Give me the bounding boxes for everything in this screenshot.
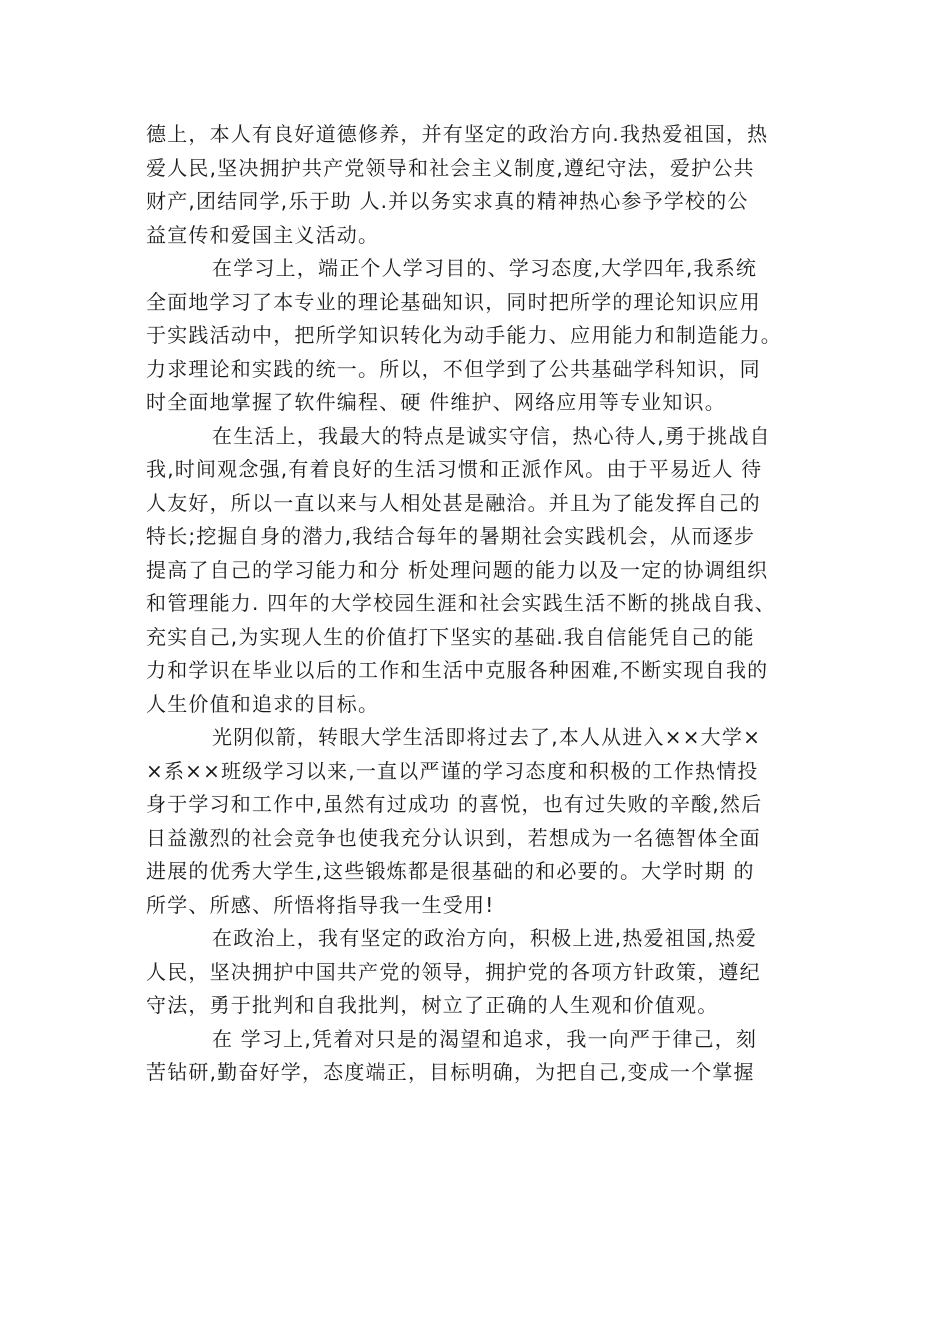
text-line: 进展的优秀大学生,这些锻炼都是很基础的和必要的。大学时期 的 — [146, 859, 755, 883]
text-line: 身于学习和工作中,虽然有过成功 的喜悦，也有过失败的辛酸,然后 — [146, 792, 763, 816]
text-line: 人生价值和追求的目标。 — [146, 691, 380, 716]
text-line: 我,时间观念强,有着良好的生活习惯和正派作风。由于平易近人 待 — [146, 457, 763, 481]
paragraph-first-line: 光阴似箭，转眼大学生活即将过去了,本人从进入××大学× — [212, 725, 762, 749]
text-line: 苦钻研,勤奋好学，态度端正，目标明确，为把自己,变成一个掌握 — [146, 1060, 755, 1084]
text-line: 充实自己,为实现人生的价值打下坚实的基础.我自信能凭自己的能 — [146, 624, 755, 649]
text-line: ×系××班级学习以来,一直以严谨的学习态度和积极的工作热情投 — [146, 758, 759, 783]
document-body-text — [146, 118, 806, 1090]
text-line: 人友好，所以一直以来与人相处甚是融洽。并且为了能发挥自己的 — [146, 490, 761, 515]
text-line: 财产,团结同学,乐于助 人.并以务实求真的精神热心参予学校的公 — [146, 189, 749, 213]
text-line: 力求理论和实践的统一。所以，不但学到了公共基础学科知识，同 — [146, 356, 761, 381]
text-line: 特长;挖掘自身的潜力,我结合每年的暑期社会实践机会，从而逐步 — [146, 524, 756, 548]
text-line: 提高了自己的学习能力和分 析处理问题的能力以及一定的协调组织 — [146, 557, 769, 582]
text-line: 于实践活动中，把所学知识转化为动手能力、应用能力和制造能力。 — [146, 323, 782, 347]
paragraph-first-line: 在生活上，我最大的特点是诚实守信，热心待人,勇于挑战自 — [212, 423, 771, 448]
text-line: 爱人民,坚决拥护共产党领导和社会主义制度,遵纪守法，爱护公共 — [146, 155, 755, 180]
text-line: 所学、所感、所悟将指导我一生受用! — [146, 892, 495, 917]
text-line: 和管理能力. 四年的大学校园生涯和社会实践生活不断的挑战自我、 — [146, 591, 776, 615]
paragraph-first-line: 在 学习上,凭着对只是的渴望和追求，我一向严于律己，刻 — [212, 1026, 758, 1051]
text-line: 德上，本人有良好道德修养，并有坚定的政治方向.我热爱祖国，热 — [146, 122, 769, 146]
text-line: 力和学识在毕业以后的工作和生活中克服各种困难,不断实现自我的 — [146, 658, 769, 682]
text-line: 人民，坚决拥护中国共产党的领导，拥护党的各项方针政策，遵纪 — [146, 959, 761, 984]
text-line: 时全面地掌握了软件编程、硬 件维护、网络应用等专业知识。 — [146, 390, 726, 414]
text-line: 全面地学习了本专业的理论基础知识，同时把所学的理论知识应用 — [146, 289, 761, 314]
paragraph-first-line: 在政治上，我有坚定的政治方向，积极上进,热爱祖国,热爱 — [212, 926, 758, 950]
text-line: 日益激烈的社会竞争也使我充分认识到，若想成为一名德智体全面 — [146, 825, 761, 850]
text-line: 益宣传和爱国主义活动。 — [146, 222, 380, 247]
paragraph-first-line: 在学习上，端正个人学习目的、学习态度,大学四年,我系统 — [212, 256, 758, 280]
text-line: 守法，勇于批判和自我批判，树立了正确的人生观和价值观。 — [146, 993, 719, 1017]
